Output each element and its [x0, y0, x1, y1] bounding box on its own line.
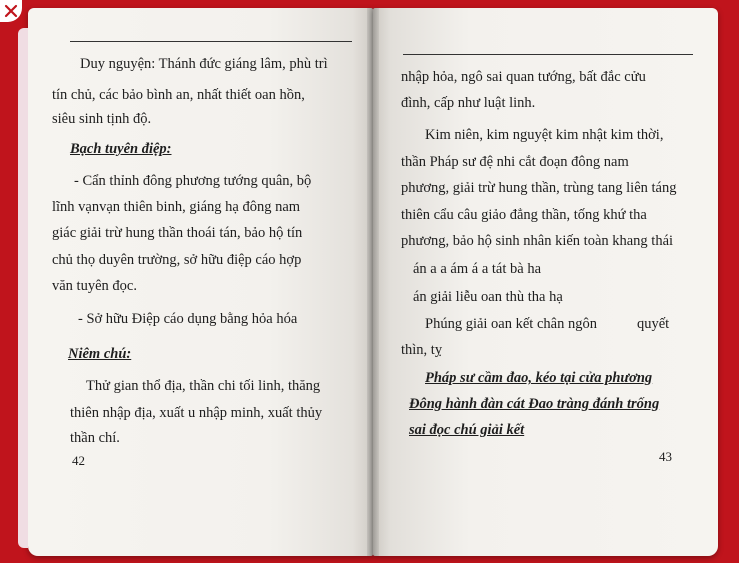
text-line: - Cẩn thỉnh đông phương tướng quân, bộ — [74, 173, 312, 189]
book-gutter — [367, 8, 379, 556]
text-line: Phúng giải oan kết chân ngôn — [425, 316, 597, 332]
text-line: thiên cẩu câu giảo đẳng thần, tống khứ tha — [401, 207, 647, 223]
text-line: chủ thọ duyên trường, sở hữu điệp cáo hợp — [52, 252, 302, 268]
text-line: thần Pháp sư đệ nhi cắt đoạn đông nam — [401, 154, 629, 170]
text-line: - Sở hữu Điệp cáo dụng bằng hỏa hóa — [78, 311, 298, 327]
text-line: siêu sinh tịnh độ. — [52, 111, 152, 127]
text-line: án a a ám á a tát bà ha — [413, 261, 542, 277]
text-line: thần chí. — [70, 430, 120, 446]
text-line: thiên nhập địa, xuất u nhập minh, xuất thủy — [70, 405, 323, 421]
text-line: lĩnh vạnvạn thiên binh, giáng hạ đông nam — [52, 199, 301, 215]
text-line: phương, bảo hộ sinh nhân kiến toàn khang thái — [401, 233, 674, 249]
right-page — [373, 8, 718, 556]
text-line: văn tuyên đọc. — [52, 278, 137, 294]
text-line: Kim niên, kim nguyệt kim nhật kim thời, — [425, 127, 664, 143]
text-line: thìn, tỵ — [401, 342, 443, 358]
store-logo-icon — [0, 0, 22, 22]
instruction-heading: sai đọc chú giải kết — [409, 422, 525, 438]
text-line: giác giải trừ hung thần thoái tán, bảo hộ tín — [52, 225, 303, 241]
text-line: quyết — [637, 316, 670, 332]
page-number: 43 — [659, 449, 672, 464]
page-number: 42 — [72, 453, 85, 468]
text-line: Thử gian thổ địa, thần chi tối linh, thăng — [86, 378, 321, 394]
instruction-heading: Pháp sư cầm đao, kéo tại cửa phương — [425, 370, 653, 386]
section-heading: Niêm chú: — [68, 346, 132, 362]
text-line: nhập hỏa, ngô sai quan tướng, bất đắc cửu — [401, 69, 646, 85]
header-rule — [70, 41, 352, 42]
text-line: tín chủ, các bảo bình an, nhất thiết oan hồn, — [52, 87, 305, 103]
open-book — [28, 8, 718, 556]
text-line: án giải liễu oan thù tha hạ — [413, 289, 563, 305]
section-heading: Bạch tuyên điệp: — [70, 141, 172, 157]
left-page — [28, 8, 373, 556]
instruction-heading: Đông hành đàn cát Đao tràng đánh trống — [409, 396, 660, 412]
header-rule — [403, 54, 693, 55]
text-line: Duy nguyện: Thánh đức giáng lâm, phù trì — [80, 56, 328, 72]
text-line: phương, giải trừ hung thần, trùng tang liên táng — [401, 180, 677, 196]
text-line: đình, cấp như luật linh. — [401, 95, 536, 111]
